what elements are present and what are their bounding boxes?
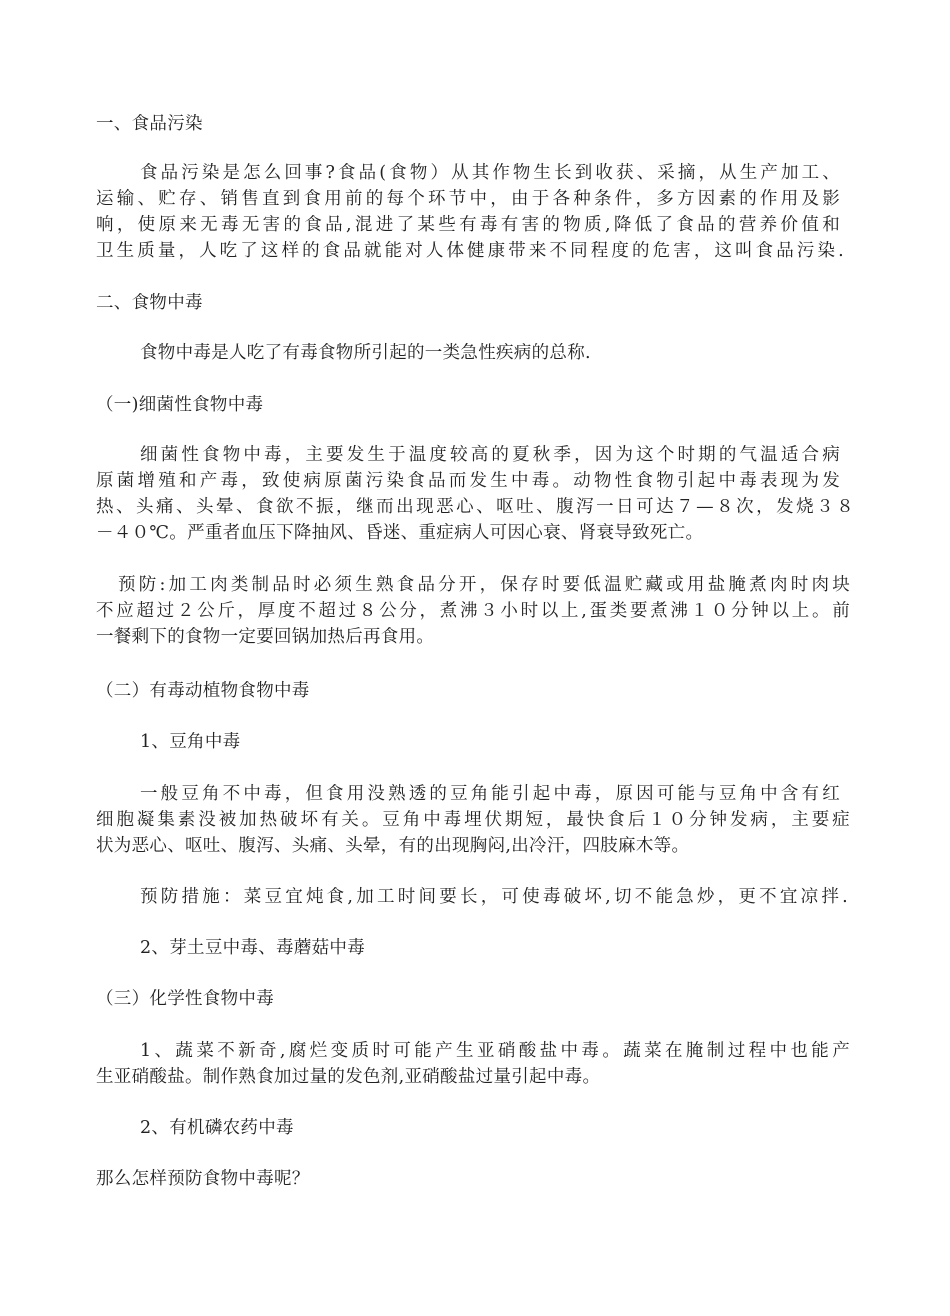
subsection-3-item-1-line: 生亚硝酸盐。制作熟食加过量的发色剂,亚硝酸盐过量引起中毒。 <box>96 1067 601 1087</box>
subsection-1-heading: （一)细菌性食物中毒 <box>96 395 264 415</box>
subsection-2-item-2-heading: 2、芽土豆中毒、毒蘑菇中毒 <box>140 938 366 958</box>
section-1-paragraph-line: 卫生质量，人吃了这样的食品就能对人体健康带来不同程度的危害，这叫食品污染. <box>96 241 844 261</box>
subsection-1-paragraph-line: 热、头痛、头晕、食欲不振，继而出现恶心、呕吐、腹泻一日可达７—８次，发烧３８ <box>96 497 854 517</box>
subsection-1-prevention-line: 不应超过２公斤，厚度不超过８公分，煮沸３小时以上,蛋类要煮沸１０分钟以上。前 <box>96 601 850 621</box>
subsection-3-heading: （三）化学性食物中毒 <box>96 989 274 1009</box>
subsection-2-item-1-prevention: 预防措施：菜豆宜炖食,加工时间要长，可使毒破坏,切不能急炒，更不宜凉拌. <box>140 887 848 907</box>
section-1-heading: 一、食品污染 <box>96 114 203 134</box>
subsection-2-item-1-heading: 1、豆角中毒 <box>140 732 241 752</box>
subsection-2-item-1-paragraph-line: 一般豆角不中毒，但食用没熟透的豆角能引起中毒，原因可能与豆角中含有红 <box>140 784 840 804</box>
section-2-heading: 二、食物中毒 <box>96 293 203 313</box>
subsection-1-paragraph-line: 细菌性食物中毒，主要发生于温度较高的夏秋季，因为这个时期的气温适合病 <box>140 445 840 465</box>
subsection-1-paragraph-line: －４０℃。严重者血压下降抽风、昏迷、重症病人可因心衰、肾衰导致死亡。 <box>96 523 704 543</box>
subsection-3-item-1-line: 1、蔬菜不新奇,腐烂变质时可能产生亚硝酸盐中毒。蔬菜在腌制过程中也能产 <box>140 1041 850 1061</box>
section-2-paragraph: 食物中毒是人吃了有毒食物所引起的一类急性疾病的总称. <box>140 343 591 363</box>
subsection-2-heading: （二）有毒动植物食物中毒 <box>96 681 310 701</box>
subsection-3-item-2-heading: 2、有机磷农药中毒 <box>140 1118 294 1138</box>
subsection-1-paragraph-line: 原菌增殖和产毒，致使病原菌污染食品而发生中毒。动物性食物引起中毒表现为发 <box>96 471 840 491</box>
section-1-paragraph-line: 响，使原来无毒无害的食品,混进了某些有毒有害的物质,降低了食品的营养价值和 <box>96 215 840 235</box>
section-1-paragraph-line: 食品污染是怎么回事?食品(食物）从其作物生长到收获、采摘，从生产加工、 <box>140 163 840 183</box>
section-1-paragraph-line: 运输、贮存、销售直到食用前的每个环节中，由于各种条件，多方因素的作用及影 <box>96 189 840 209</box>
subsection-2-item-1-paragraph-line: 状为恶心、呕吐、腹泻、头痛、头晕，有的出现胸闷,出冷汗，四肢麻木等。 <box>96 836 690 856</box>
subsection-2-item-1-paragraph-line: 细胞凝集素没被加热破坏有关。豆角中毒埋伏期短，最快食后１０分钟发病，主要症 <box>96 810 850 830</box>
closing-question: 那么怎样预防食物中毒呢？ <box>96 1169 310 1189</box>
subsection-1-prevention-line: 预防:加工肉类制品时必须生熟食品分开，保存时要低温贮藏或用盐腌煮肉时肉块 <box>118 575 850 595</box>
subsection-1-prevention-line: 一餐剩下的食物一定要回锅加热后再食用。 <box>96 627 435 647</box>
